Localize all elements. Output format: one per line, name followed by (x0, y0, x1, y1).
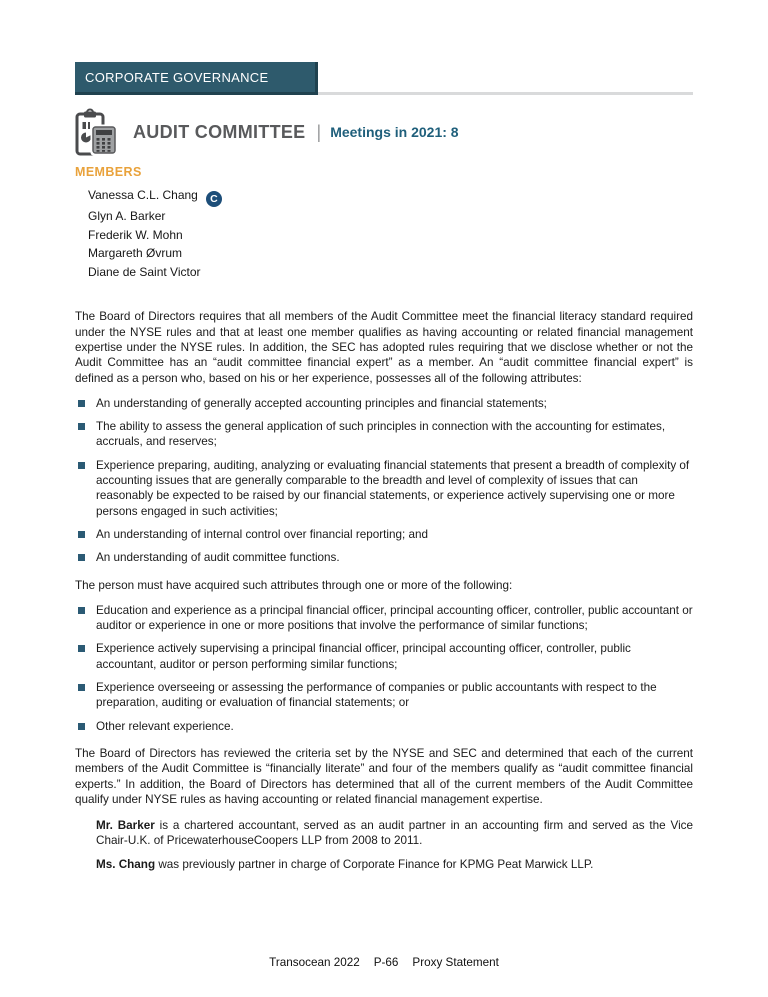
bullet-item: The ability to assess the general application of such principles in connection with the accounting for estimates, accruals, and reserves; (75, 419, 693, 450)
bullet-item: Experience preparing, auditing, analyzing or evaluating financial statements that present a breadth of complexity of accounting issues that are generally comparable to the breadth and level of complexity of issues that can reasonably be expected to be raised by our financial statements, or experience actively supervising one or more persons engaged in such activities; (75, 458, 693, 519)
bullet-item: An understanding of internal control over financial reporting; and (75, 527, 693, 542)
bullet-square-icon (78, 723, 85, 730)
bio-text: is a chartered accountant, served as an audit partner in an accounting firm and served as the Vice Chair-U.K. of PricewaterhouseCoopers LLP from 2008 to 2011. (96, 819, 694, 848)
document-body (75, 309, 693, 872)
member-name: Vanessa C.L. Chang (88, 188, 198, 202)
bio-chang (96, 857, 693, 872)
bullet-square-icon (78, 554, 85, 561)
member-name: Glyn A. Barker (88, 209, 166, 223)
bullet-square-icon (78, 684, 85, 691)
footer-brand: Transocean 2022 (269, 956, 360, 969)
member-row (88, 207, 768, 226)
bullet-square-icon (78, 607, 85, 614)
bio-name: Mr. Barker (96, 819, 155, 833)
members-heading: MEMBERS (75, 165, 142, 179)
page-title: AUDIT COMMITTEE (133, 121, 306, 142)
bullet-item: Experience actively supervising a principal financial officer, principal accounting officer, controller, public accountant, auditor or person performing similar functions; (75, 641, 693, 672)
bio-text: was previously partner in charge of Corporate Finance for KPMG Peat Marwick LLP. (155, 857, 594, 871)
section-tab (75, 62, 318, 95)
intro-paragraph: The Board of Directors requires that all members of the Audit Committee meet the financial literacy standard required under the NYSE rules and that at least one member qualifies as having accounting or related financial management expertise under the NYSE rules. In addition, the SEC has adopted rules requiring that we disclose whether or not the Audit Committee has an “audit committee financial expert” as a member. An “audit committee financial expert” is defined as a person who, based on his or her experience, possesses all of the following attributes: (75, 310, 693, 385)
member-name: Frederik W. Mohn (88, 227, 183, 242)
bullet-square-icon (78, 531, 85, 538)
bullet-square-icon (78, 400, 85, 407)
header-rule (318, 92, 693, 95)
bullet-item: Other relevant experience. (75, 719, 693, 734)
bio-name: Ms. Chang (96, 857, 156, 871)
member-name: Diane de Saint Victor (88, 264, 201, 279)
bullet-square-icon (78, 462, 85, 469)
acquisition-list (75, 603, 693, 734)
chair-badge: C (206, 191, 222, 207)
page-footer (0, 956, 768, 969)
bullet-item: Experience overseeing or assessing the performance of companies or public accountants with respect to the preparation, auditing or evaluation of financial statements; or (75, 680, 693, 711)
member-row (88, 244, 768, 263)
bullet-item: Education and experience as a principal financial officer, principal accounting officer, controller, public accountant or auditor or experience in one or more positions that involve the performance of similar functions; (75, 603, 693, 634)
bio-barker (96, 818, 693, 849)
section-header (75, 62, 693, 95)
meetings-count: Meetings in 2021: 8 (330, 124, 459, 140)
committee-title-row (75, 108, 693, 156)
review-paragraph: The Board of Directors has reviewed the criteria set by the NYSE and SEC and determined that each of the current members of the Audit Committee is “financially literate” and four of the members qualify as “audit committee financial experts.” In addition, the Board of Directors has determined that all of the current members of the Audit Committee qualify under NYSE rules as having accounting or related financial management expertise. (75, 746, 693, 806)
section-label: CORPORATE GOVERNANCE (85, 70, 269, 85)
member-name: Margareth Øvrum (88, 246, 183, 261)
footer-doc-name: Proxy Statement (412, 956, 499, 969)
attributes-list (75, 396, 693, 566)
member-row (88, 226, 768, 245)
member-row (88, 263, 768, 282)
footer-page-number: P-66 (373, 956, 399, 969)
member-row (88, 186, 768, 207)
bullet-item: An understanding of generally accepted accounting principles and financial statements; (75, 396, 693, 411)
acquired-paragraph: The person must have acquired such attributes through one or more of the following: (75, 578, 513, 592)
bullet-item: An understanding of audit committee functions. (75, 550, 693, 565)
bullet-square-icon (78, 645, 85, 652)
clipboard-calculator-icon (75, 108, 119, 156)
bullet-square-icon (78, 423, 85, 430)
title-separator: | (316, 121, 322, 142)
